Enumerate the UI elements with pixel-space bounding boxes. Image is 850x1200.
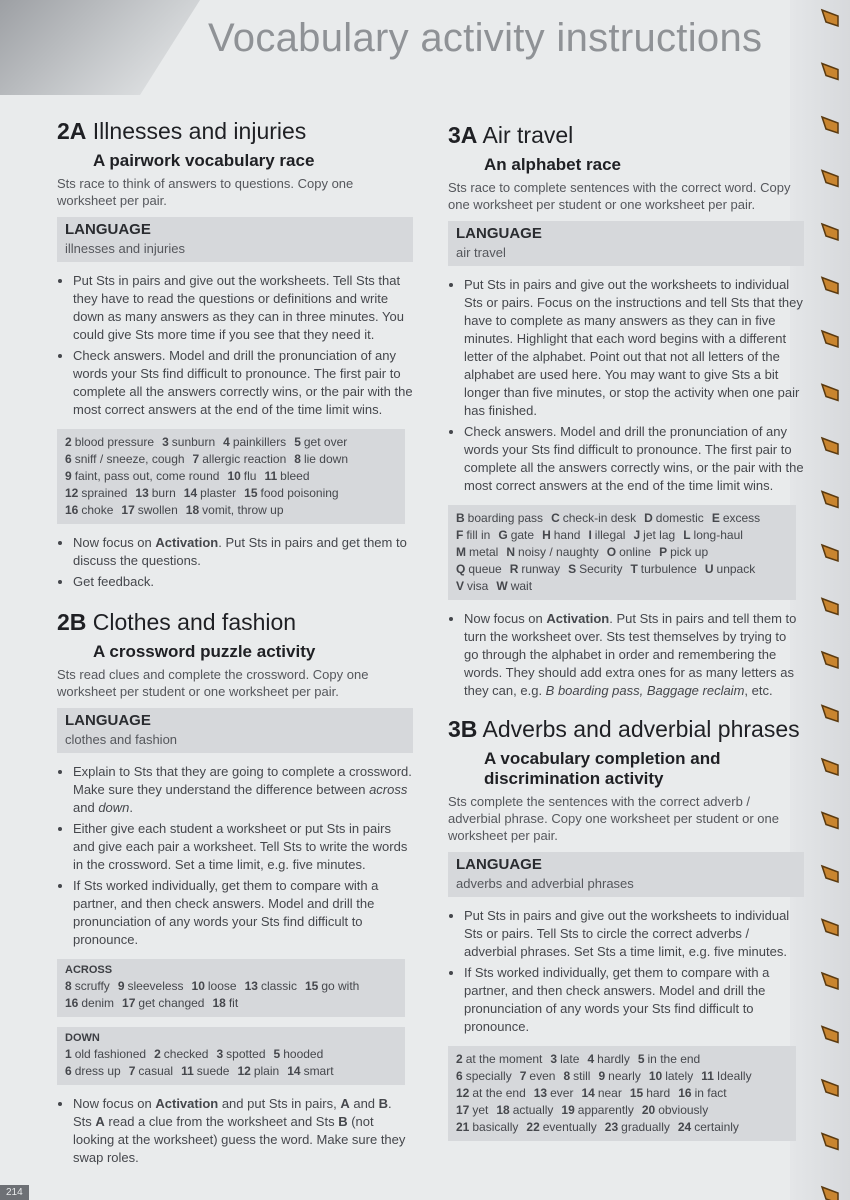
- answer-key-box: [57, 429, 405, 524]
- instruction-item: • Check answers. Model and drill the pronunciation of any words your Sts find difficult to pronounce. The first pair to complete all the answers correctly wins, or the pair with the most correct answers at the end of the time limit wins.: [73, 347, 413, 419]
- instruction-item: • Now focus on Activation. Put Sts in pairs and get them to discuss the questions.: [73, 534, 413, 570]
- spiral-ring: [822, 545, 838, 561]
- section-description: Sts race to think of answers to questions. Copy one worksheet per pair.: [57, 176, 354, 208]
- answer-line: B boarding pass C check-in desk D domestic E excess: [456, 511, 761, 525]
- section-3b: [448, 716, 804, 1141]
- answer-line: 6 dress up 7 casual 11 suede 12 plain 14 smart: [65, 1064, 334, 1078]
- section-title: 2A Illnesses and injuries: [57, 118, 307, 144]
- instruction-item: • Check answers. Model and drill the pronunciation of any words your Sts find difficult to pronounce. The first pair to complete all the answers correctly wins, or the pair with the most correct answers at the end of the time limit wins.: [464, 423, 804, 495]
- instruction-item: • If Sts worked individually, get them to compare with a partner, and then check answers. Model and drill the pronunciation of any words your Sts find difficult to pronounce.: [464, 964, 804, 1036]
- answer-line: 9 faint, pass out, come round 10 flu 11 bleed: [65, 469, 310, 483]
- spiral-ring: [822, 813, 838, 829]
- answer-line: 16 denim 17 get changed 18 fit: [65, 996, 239, 1010]
- page-title: Vocabulary activity instructions: [208, 16, 763, 60]
- spiral-ring: [822, 1134, 838, 1150]
- language-text: clothes and fashion: [65, 732, 178, 747]
- spiral-ring: [822, 331, 838, 347]
- language-label: LANGUAGE: [65, 712, 151, 729]
- answer-line: 16 choke 17 swollen 18 vomit, throw up: [65, 503, 284, 517]
- answer-line: 12 sprained 13 burn 14 plaster 15 food poisoning: [65, 486, 339, 500]
- language-text: illnesses and injuries: [65, 241, 185, 256]
- language-box: [57, 217, 413, 262]
- instruction-item: • Now focus on Activation and put Sts in pairs, A and B. Sts A read a clue from the worksheet and Sts B (not looking at the worksheet) guess the word. Make sure they swap roles.: [73, 1095, 413, 1167]
- down-label: DOWN: [65, 1032, 100, 1044]
- instruction-list: [448, 610, 804, 700]
- language-label: LANGUAGE: [456, 856, 542, 873]
- spiral-ring: [822, 224, 838, 240]
- spiral-ring: [822, 278, 838, 294]
- spiral-ring: [822, 117, 838, 133]
- answer-line: 6 sniff / sneeze, cough 7 allergic reaction 8 lie down: [65, 452, 348, 466]
- section-title: 2B Clothes and fashion: [57, 609, 297, 635]
- language-label: LANGUAGE: [456, 225, 542, 242]
- answer-key-down: [57, 1027, 405, 1085]
- across-label: ACROSS: [65, 964, 113, 976]
- spiral-ring: [822, 652, 838, 668]
- section-subtitle: An alphabet race: [484, 155, 621, 174]
- spiral-ring: [822, 706, 838, 722]
- spiral-ring: [822, 171, 838, 187]
- instruction-item: • Put Sts in pairs and give out the worksheets. Tell Sts that they have to read the questions or definitions and write down as many answers as they can in three minutes. You could give Sts more time if you see that they need it.: [73, 272, 413, 344]
- spiral-ring: [822, 438, 838, 454]
- section-description: Sts read clues and complete the crossword. Copy one worksheet per student or one worksheet per pair.: [57, 667, 369, 699]
- spiral-ring: [822, 10, 838, 26]
- answer-line: M metal N noisy / naughty O online P pick up: [456, 545, 709, 559]
- page-number: 214: [0, 1185, 29, 1200]
- answer-line: 17 yet 18 actually 19 apparently 20 obviously: [456, 1103, 709, 1117]
- spiral-ring: [822, 920, 838, 936]
- left-column: [57, 118, 413, 1177]
- instruction-list: [57, 272, 413, 419]
- instruction-item: • Get feedback.: [73, 573, 413, 591]
- corner-decoration: [0, 0, 200, 95]
- section-3a: [448, 122, 804, 700]
- language-box: [57, 708, 413, 753]
- answer-key-box: [448, 505, 796, 600]
- section-2b: [57, 609, 413, 1167]
- spiral-ring: [822, 492, 838, 508]
- spiral-ring: [822, 1080, 838, 1096]
- instruction-list: [448, 276, 804, 495]
- answer-line: V visa W wait: [456, 579, 533, 593]
- instruction-item: • Now focus on Activation. Put Sts in pairs and tell them to turn the worksheet over. Sts test themselves by trying to go through the alphabet in order and remembering the words. They should add extra ones for as many letters as they can, e.g. B boarding pass, Baggage reclaim, etc.: [464, 610, 804, 700]
- section-subtitle: A vocabulary completion and discrimination activity: [484, 749, 721, 788]
- spiral-ring: [822, 1187, 838, 1200]
- spiral-ring: [822, 973, 838, 989]
- spiral-ring: [822, 1027, 838, 1043]
- language-label: LANGUAGE: [65, 221, 151, 238]
- section-description: Sts complete the sentences with the correct adverb / adverbial phrase. Copy one worksheet per student or one worksheet per pair.: [448, 794, 779, 843]
- answer-line: 6 specially 7 even 8 still 9 nearly 10 lately 11 Ideally: [456, 1069, 752, 1083]
- instruction-item: • If Sts worked individually, get them to compare with a partner, and then check answers. Model and drill the pronunciation of any words your Sts find difficult to pronounce.: [73, 877, 413, 949]
- answer-line: 12 at the end 13 ever 14 near 15 hard 16 in fact: [456, 1086, 727, 1100]
- spiral-binding: [818, 0, 846, 1200]
- answer-line: 2 blood pressure 3 sunburn 4 painkillers 5 get over: [65, 435, 348, 449]
- section-subtitle: A crossword puzzle activity: [93, 642, 316, 661]
- instruction-item: • Explain to Sts that they are going to complete a crossword. Make sure they understand the difference between across and down.: [73, 763, 413, 817]
- language-box: [448, 221, 804, 266]
- instruction-item: • Either give each student a worksheet or put Sts in pairs and give each pair a worksheet. Tell Sts to write the words in the crossword. Set a time limit, e.g. five minutes.: [73, 820, 413, 874]
- language-box: [448, 852, 804, 897]
- section-description: Sts race to complete sentences with the correct word. Copy one worksheet per student or one worksheet per pair.: [448, 180, 791, 212]
- answer-line: F fill in G gate H hand I illegal J jet lag L long-haul: [456, 528, 743, 542]
- instruction-list: [57, 1095, 413, 1167]
- section-subtitle: A pairwork vocabulary race: [93, 151, 315, 170]
- right-column: [448, 122, 804, 1151]
- spiral-ring: [822, 64, 838, 80]
- section-title: 3B Adverbs and adverbial phrases: [448, 716, 800, 742]
- language-text: adverbs and adverbial phrases: [456, 876, 634, 891]
- spiral-ring: [822, 385, 838, 401]
- language-text: air travel: [456, 245, 506, 260]
- instruction-item: • Put Sts in pairs and give out the worksheets to individual Sts or pairs. Focus on the instructions and tell Sts that they have to complete as many answers as they can in five minutes. Highlight that each word begins with a different letter of the alphabet. Point out that not all letters of the alphabet are used here. You may want to give Sts a bit longer than five minutes, or stop the activity when one pair has finished.: [464, 276, 804, 420]
- answer-line: 8 scruffy 9 sleeveless 10 loose 13 classic 15 go with: [65, 979, 360, 993]
- answer-line: 1 old fashioned 2 checked 3 spotted 5 hooded: [65, 1047, 324, 1061]
- instruction-list: [448, 907, 804, 1036]
- spiral-ring: [822, 599, 838, 615]
- instruction-list: [57, 534, 413, 591]
- answer-line: Q queue R runway S Security T turbulence U unpack: [456, 562, 756, 576]
- instruction-list: [57, 763, 413, 949]
- answer-key-across: [57, 959, 405, 1017]
- spiral-ring: [822, 866, 838, 882]
- section-title: 3A Air travel: [448, 122, 574, 148]
- answer-line: 21 basically 22 eventually 23 gradually 24 certainly: [456, 1120, 739, 1134]
- answer-key-box: [448, 1046, 796, 1141]
- answer-line: 2 at the moment 3 late 4 hardly 5 in the end: [456, 1052, 701, 1066]
- section-2a: [57, 118, 413, 591]
- spiral-ring: [822, 759, 838, 775]
- instruction-item: • Put Sts in pairs and give out the worksheets to individual Sts or pairs. Tell Sts to circle the correct adverbs / adverbial phrases. Set Sts a time limit, e.g. five minutes.: [464, 907, 804, 961]
